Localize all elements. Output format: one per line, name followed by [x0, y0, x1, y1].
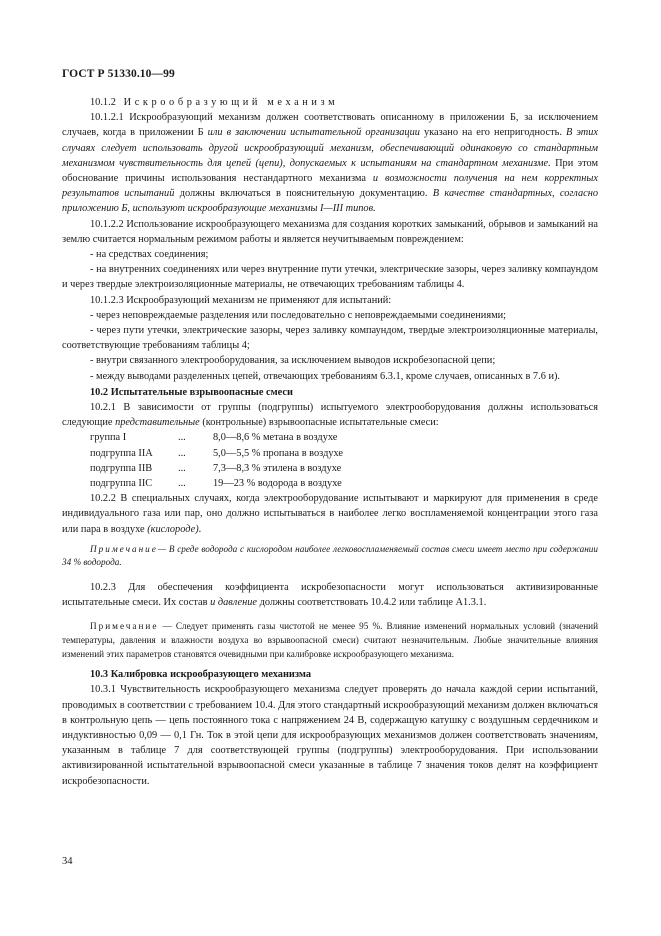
section-title: Искрообразующий механизм [123, 97, 339, 108]
section-10-2-heading: 10.2 Испытательные взрывоопасные смеси [90, 386, 293, 398]
list-item: - на средствах соединения; [90, 249, 209, 261]
table-row: группа I ... 8,0—8,6 % метана в воздухе [90, 432, 338, 444]
list-item: - через неповреждаемые разделения или последовательно с неповреждаемыми соединениями; [90, 309, 507, 321]
paragraph-10-2-3: 10.2.3 Для обеспечения коэффициента искробезопасности могут использоваться активизированные испытательные смеси. Их состав и давление должны соответствовать 10.4.2 или таблице А1.3.1. [62, 582, 598, 609]
section-number: 10.1.2 [90, 97, 116, 108]
paragraph-10-2-2: 10.2.2 В специальных случаях, когда электрооборудование испытывают и маркируют для применения в среде индивидуального газа или пар, оно должно испытываться в наиболее легко воспламеняемой концентрации этого газа или пара в воздухе (кислороде). [62, 493, 598, 535]
list-item: - на внутренних соединениях или через внутренние пути утечки, электрические зазоры, через заливку компаундом и через твердые электроизоляционные материалы, не отвечающих требованиям таблицы 4. [62, 264, 598, 291]
list-item: - между выводами разделенных цепей, отвечающих требованиям 6.3.1, кроме случаев, описанных в 7.6 и). [90, 370, 561, 382]
paragraph-10-1-2-3: 10.1.2.3 Искрообразующий механизм не применяют для испытаний: [90, 294, 392, 306]
table-row: подгруппа IIC ... 19—23 % водорода в воздухе [90, 478, 342, 490]
table-row: подгруппа IIA ... 5,0—5,5 % пропана в воздухе [90, 447, 344, 459]
paragraph-10-1-2-1: 10.1.2.1 Искрообразующий механизм должен соответствовать описанному в приложении Б, за исключением случаев, когда в приложении Б или в заключении испытательной организации указано на его непригодность. В этих случаях следует использовать другой искрообразующий механизм, обеспечивающий одинаковую со стандартным механизмом чувствительность для цепей (цепи), допускаемых к испытаниям на стандартном механизме. При этом обоснование причины использования нестандартного механизма и возможности получения на нем корректных результатов испытаний должны включаться в пояснительную документацию. В качестве стандартных, согласно приложению Б, используют искрообразующие механизмы I—III типов. [62, 112, 599, 215]
section-10-3-heading: 10.3 Калибровка искрообразующего механизма [90, 669, 312, 681]
note-gas-purity: Примечание — Следует применять газы чистотой не менее 95 %. Влияние изменений нормальных условий (значений температуры, давления и влажности воздуха во взрывоопасной смеси) считают незначительным. Любые значительные влияния изменений этих параметров становятся очевидными при калибровке искрообразующего механизма. [62, 621, 598, 659]
document-header: ГОСТ Р 51330.10—99 [62, 68, 175, 80]
note-hydrogen: Примечание— В среде водорода с кислородом наиболее легковоспламеняемый состав смеси имеет место при содержании 34 % водорода. [62, 543, 598, 568]
list-item: - внутри связанного электрооборудования, за исключением выводов искробезопасной цепи; [90, 355, 496, 367]
gas-mixtures-table [90, 430, 343, 491]
paragraph-10-1-2-2: 10.1.2.2 Использование искрообразующего механизма для создания коротких замыканий, обрывов и замыканий на землю считается нормальным режимом работы и является неучитываемым повреждением: [62, 218, 598, 245]
list-item: - через пути утечки, электрические зазоры, через заливку компаундом, твердые электроизоляционные материалы, соответствующие требованиям таблицы 4; [62, 325, 598, 352]
paragraph-10-2-1: 10.2.1 В зависимости от группы (подгруппы) испытуемого электрооборудования должны использоваться следующие представительные (контрольные) взрывоопасные испытательные смеси: [62, 402, 598, 429]
table-row: подгруппа IIB ... 7,3—8,3 % этилена в воздухе [90, 462, 342, 474]
document-body [62, 95, 598, 789]
section-10-1-2-heading [62, 95, 598, 110]
paragraph-10-3-1: 10.3.1 Чувствительность искрообразующего механизма следует проверять до начала каждой серии испытаний, проводимых в соответствии с требованием 10.4. Для этого стандартный искрообразующий механизм должен включаться в контрольную цепь — цепь постоянного тока с напряжением 24 В, содержащую катушку с воздушным сердечником и индуктивностью 0,09 — 0,1 Гн. Ток в этой цепи для искрообразующих механизмов должен соответствовать значениям, указанным в таблице 7 для соответствующей группы (подгруппы) электрооборудования. При использовании активизированной испытательной взрывоопасной смеси указанные в таблице 7 значения токов делят на коэффициент искробезопасности. [62, 684, 598, 787]
page-number: 34 [62, 856, 73, 867]
